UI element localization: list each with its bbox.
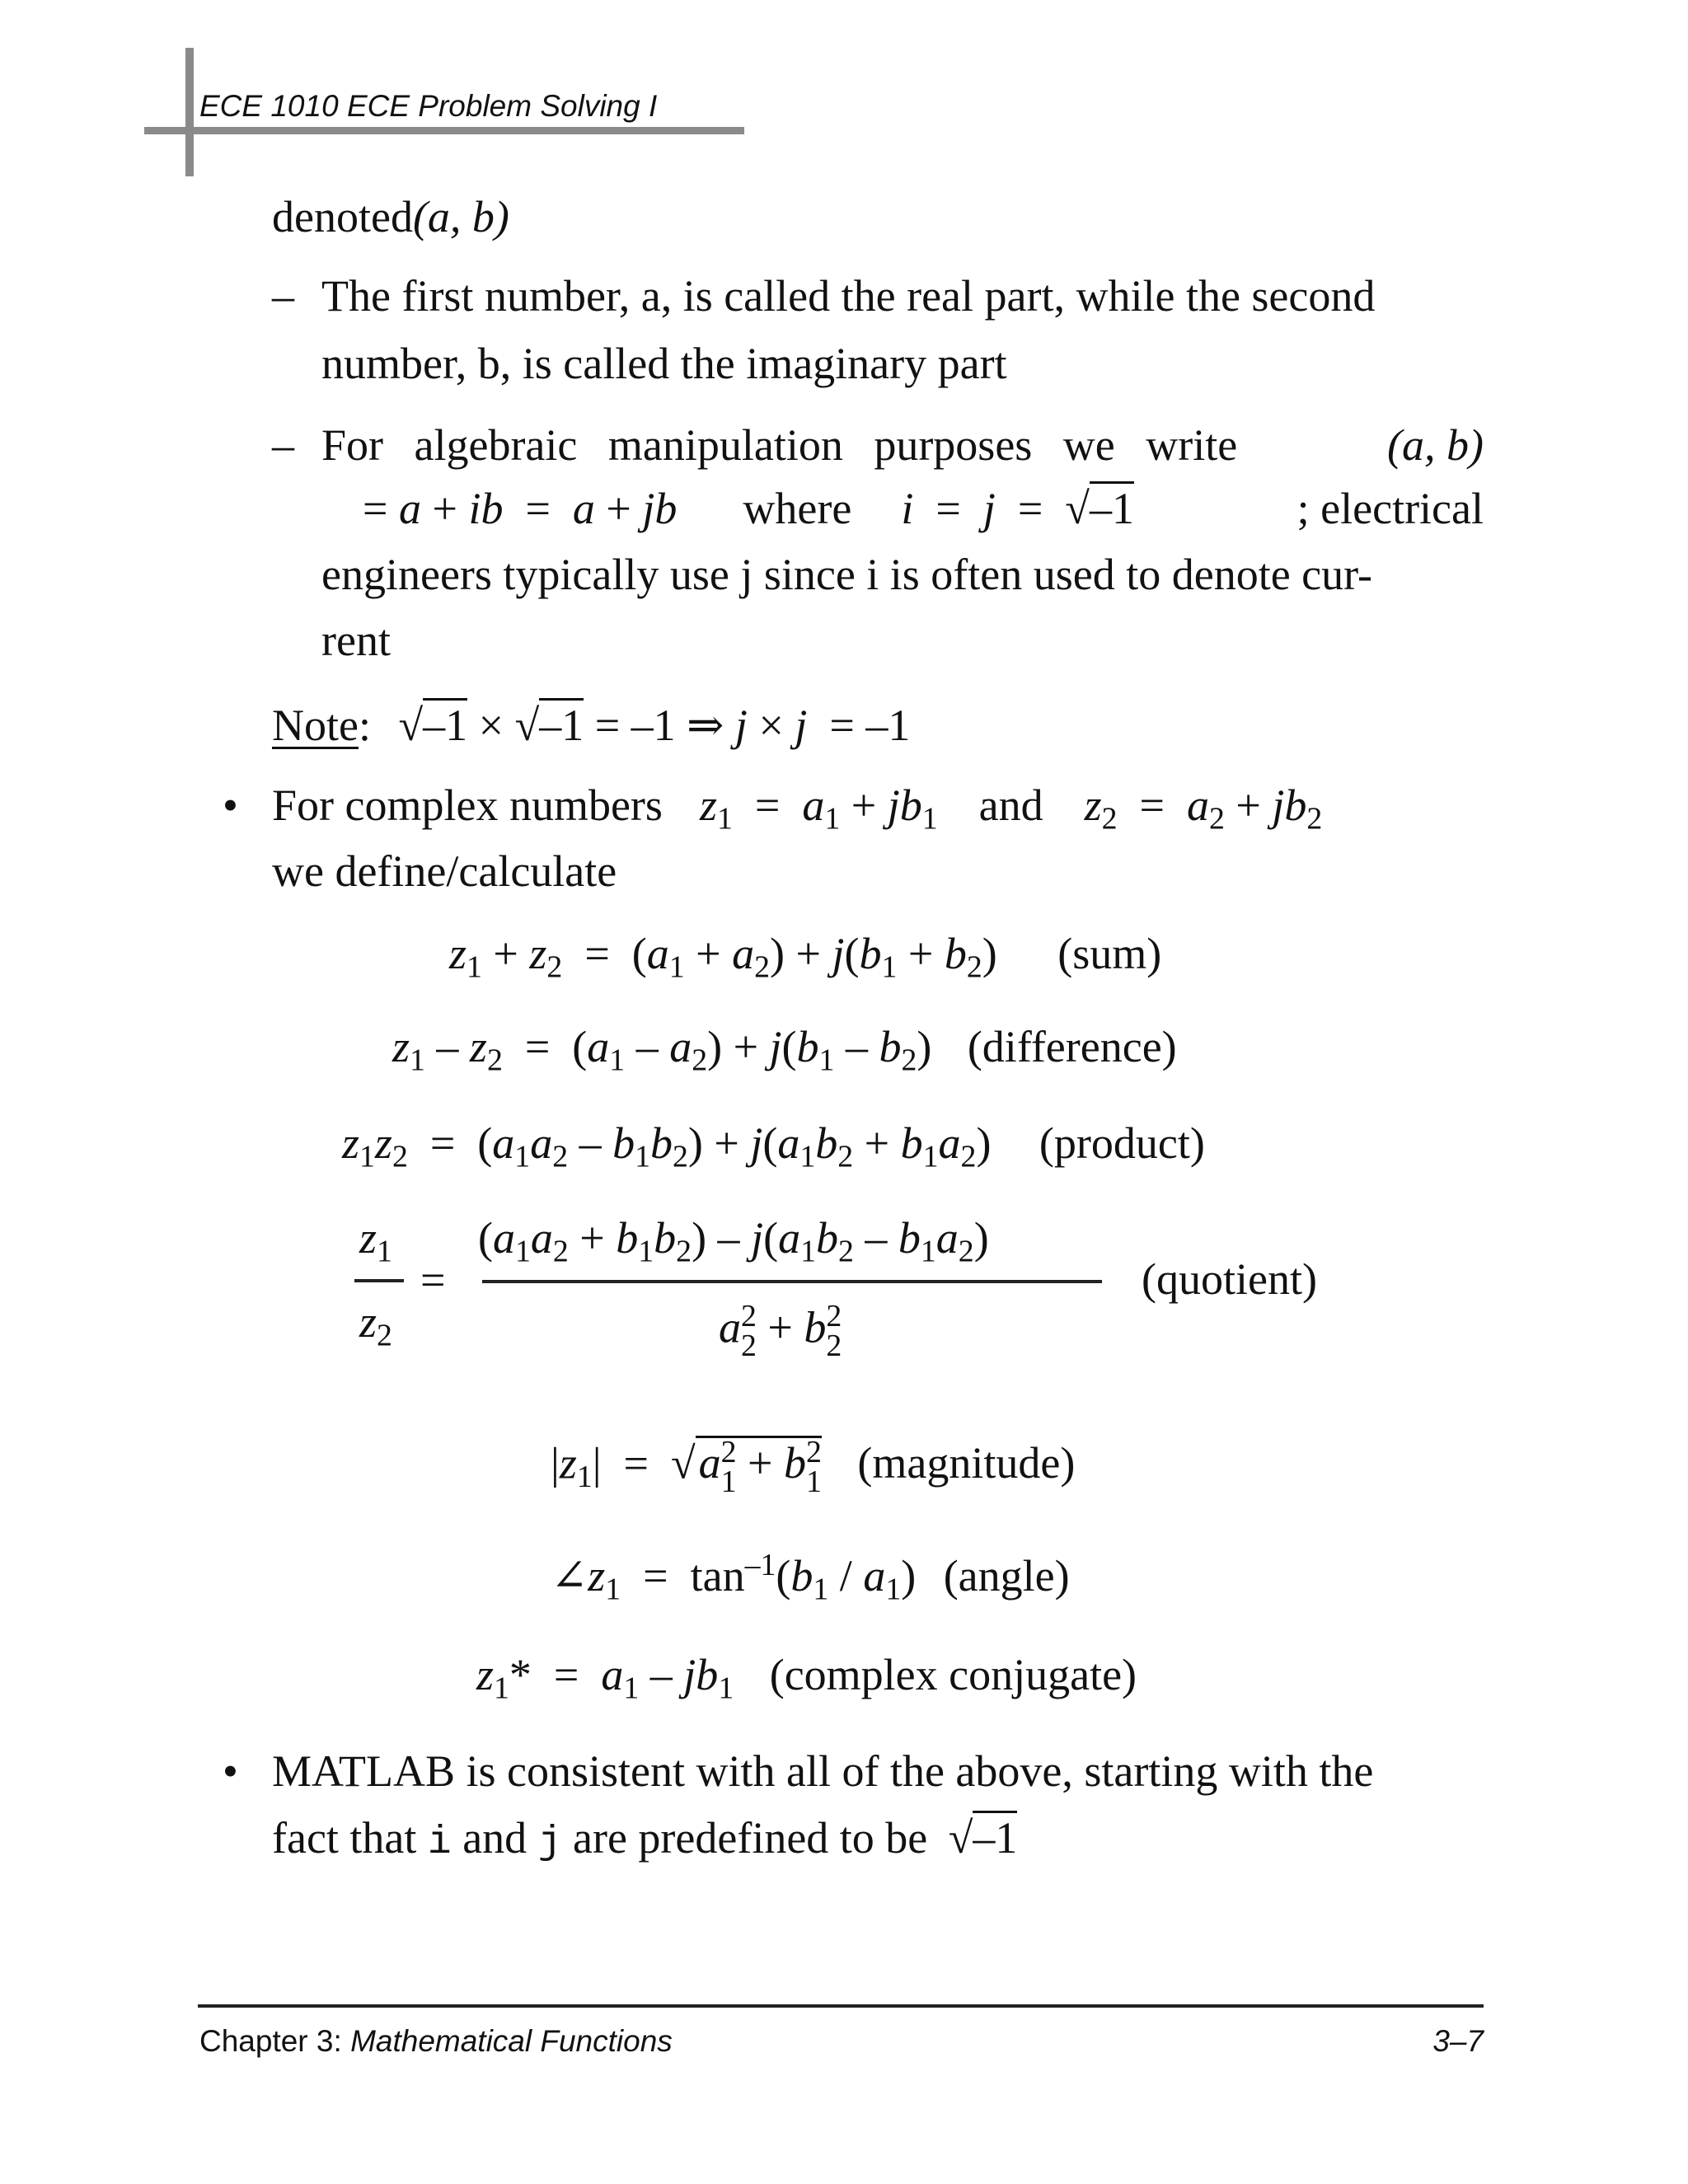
equation-z1: $z_1 = a_1 + jb_1$ [699,780,938,837]
bullet2-line2 [272,1813,1018,1865]
equation-i-eq-j: i = j = √–1 [901,486,1134,531]
header-horizontal-bar [144,127,744,134]
quotient-denominator: a 2 2 + b 2 2 [719,1299,842,1363]
difference-label: (difference) [967,1022,1177,1071]
continuation-text: denoted [272,192,413,241]
bullet2-sqrt: √–1 [949,1813,1018,1863]
footer-chapter-title: Mathematical Functions [350,2024,673,2058]
sub1-line2: number, b, is called the imaginary part [321,339,1007,388]
equation-a-plus-ib: = a + ib = a + jb [363,484,678,533]
equation-difference: $z_1 - z_2 = (a_1 - a_2) + j(b_1 - b_2)$ (difference) [392,1022,1177,1078]
footer-chapter-prefix: Chapter 3: [199,2024,351,2058]
bullet1-text: For complex numbers [272,780,663,830]
dash-marker-2: – [272,420,294,470]
note-equation: √–1 × √–1 = –1 ⇒ j × j = –1 [398,701,910,750]
equation-angle: $\angle z_1 = \tan^{-1}(b_1 / a_1)$ (angle) [551,1548,1070,1607]
quotient-numerator: $(a_1a_2 + b_1b_2) - j(a_1b_2 - b_1a_2)$ [478,1213,989,1269]
sub2-line1 [321,420,1484,470]
bullet2-code-i: i [427,1821,452,1865]
note-label: Note [272,701,359,750]
sub2-electrical: ; electrical [1296,484,1484,533]
sub2-line3: engineers typically use j since i is often used to denote cur- [321,550,1373,599]
footer-page-number: 3–7 [1432,2024,1484,2058]
bullet2-and: and [462,1813,528,1863]
conjugate-label: (complex conjugate) [769,1650,1137,1699]
footer-rule [198,2004,1484,2008]
bullet2-rest: are predefined to be [573,1813,928,1863]
equation-sum: $z_1 + z_2 = (a_1 + a_2) + j(b_1 + b_2)$ (sum) [449,929,1162,985]
header-vertical-bar [185,48,194,176]
quotient-lhs-den: $z_2$ [359,1297,392,1353]
sub2-for-text: For algebraic manipulation purposes we write [321,420,1238,470]
bullet1-and: and [978,780,1043,830]
equation-magnitude: $|z_1| = √a$ 2 1 + b 2 1 (magnitude) [551,1435,1076,1499]
bullet2-fact: fact that [272,1813,417,1863]
bullet2-line1: MATLAB is consistent with all of the above, starting with the [272,1746,1374,1796]
bullet-marker-2: • [223,1746,238,1796]
equation-product: $z_1z_2 = (a_1a_2 - b_1b_2) + j(a_1b_2 + b_1a_2)$ (product) [342,1118,1205,1174]
quotient-lhs-bar [354,1279,404,1282]
bullet1-line2: we define/calculate [272,846,617,896]
sub2-line4: rent [321,616,391,665]
sub2-where: where [743,484,852,533]
quotient-label: (quotient) [1142,1254,1317,1304]
footer-chapter [199,2026,673,2056]
magnitude-label: (magnitude) [857,1438,1076,1488]
quotient-equals: = [420,1255,446,1305]
continuation-line [272,194,509,239]
note-line: Note: √–1 × √–1 = –1 ⇒ j × j = –1 [272,703,910,748]
sqrt-symbol: √ [1065,484,1090,533]
bullet2-code-j: j [537,1821,562,1865]
sub2-line2 [363,486,1484,531]
equation-conjugate: $z_1* = a_1 - jb_1$ (complex conjugate) [476,1650,1137,1706]
sub2-pair: (a, b) [1387,420,1484,470]
bullet-marker-1: • [223,780,238,830]
pair-notation: (a, b) [412,192,509,241]
quotient-lhs-num: $z_1$ [359,1213,392,1269]
sum-label: (sum) [1057,929,1162,978]
sub1-line1: The first number, a, is called the real part, while the second [321,271,1376,321]
bullet1-line1 [272,780,1459,837]
angle-label: (angle) [943,1551,1070,1601]
product-label: (product) [1039,1118,1205,1168]
dash-marker-1: – [272,271,294,321]
equation-z2: $z_2 = a_2 + jb_2$ [1084,780,1323,837]
header-course-title: ECE 1010 ECE Problem Solving I [199,89,658,123]
quotient-fraction-bar [482,1280,1102,1283]
